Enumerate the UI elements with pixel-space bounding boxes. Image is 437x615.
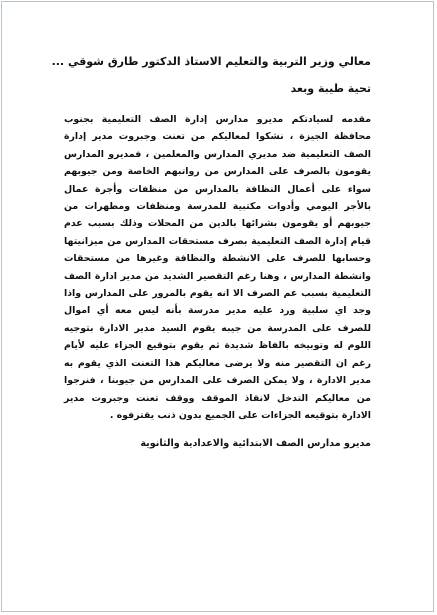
letter-body: مقدمه لسيادتكم مديرو مدارس إدارة الصف التعليمية بجنوب محافظة الجيزة ، نشكوا لمعاليكم من تعنت وجبروت مدير إدارة الصف التعليمية ضد مديري المدارس والمعلمين ، فمديرو المدارس يقومون بالصرف على المدارس من رواتبهم الخاصة ومن جيوبهم سواء على أعمال النظافة بالمدارس من منظفات وأجرة عمال بالأجر اليومي وأدوات مكتبية للمدرسة ومنظفات ومطهرات من جيوبهم أو يقومون بشرائها بالدين من المحلات وذلك بسبب عدم قيام إدارة الصف التعليمية بصرف مستحقات المدارس من ميزانيتها وحسابها للصرف على الانشطة والنظافة وغيرها من مستحقات وانشطة المدارس ، وهنا رغم التقصير الشديد من مدير ادارة الصف التعليمية بسبب عم الصرف الا انه يقوم بالمرور على المدارس واذا وجد اي سلبية ورد عليه مدير مدرسة بأنه ليس معه أي اموال للصرف على المدرسة من جيبه يقوم السيد مدير الادارة بتوجيه اللوم له وتوبيخه بالفاظ شديدة ثم يقوم بتوقيع الجزاء عليه لأيام رغم ان التقصير منه ولا يرضى معاليكم هذا التعنت الذي يقوم به مدير الادارة ، ولا يمكن الصرف على المدارس من جيوبنا ، فنرجوا من معاليكم التدخل لانقاذ الموقف ووقف تعنت وجبروت مدير الادارة بتوقيعه الجزاءات على الجميع بدون ذنب يقترفوه .: [64, 114, 371, 421]
letter-signature: مديرو مدارس الصف الابتدائية والاعدادية والثانوية: [140, 438, 371, 450]
letter-greeting: تحية طيبة وبعد: [290, 82, 371, 95]
letter-content: [51, 54, 371, 452]
letter-salutation: معالي وزير التربية والتعليم الاستاذ الدكتور طارق شوقي ...: [51, 55, 371, 68]
document-page: [1, 1, 434, 612]
